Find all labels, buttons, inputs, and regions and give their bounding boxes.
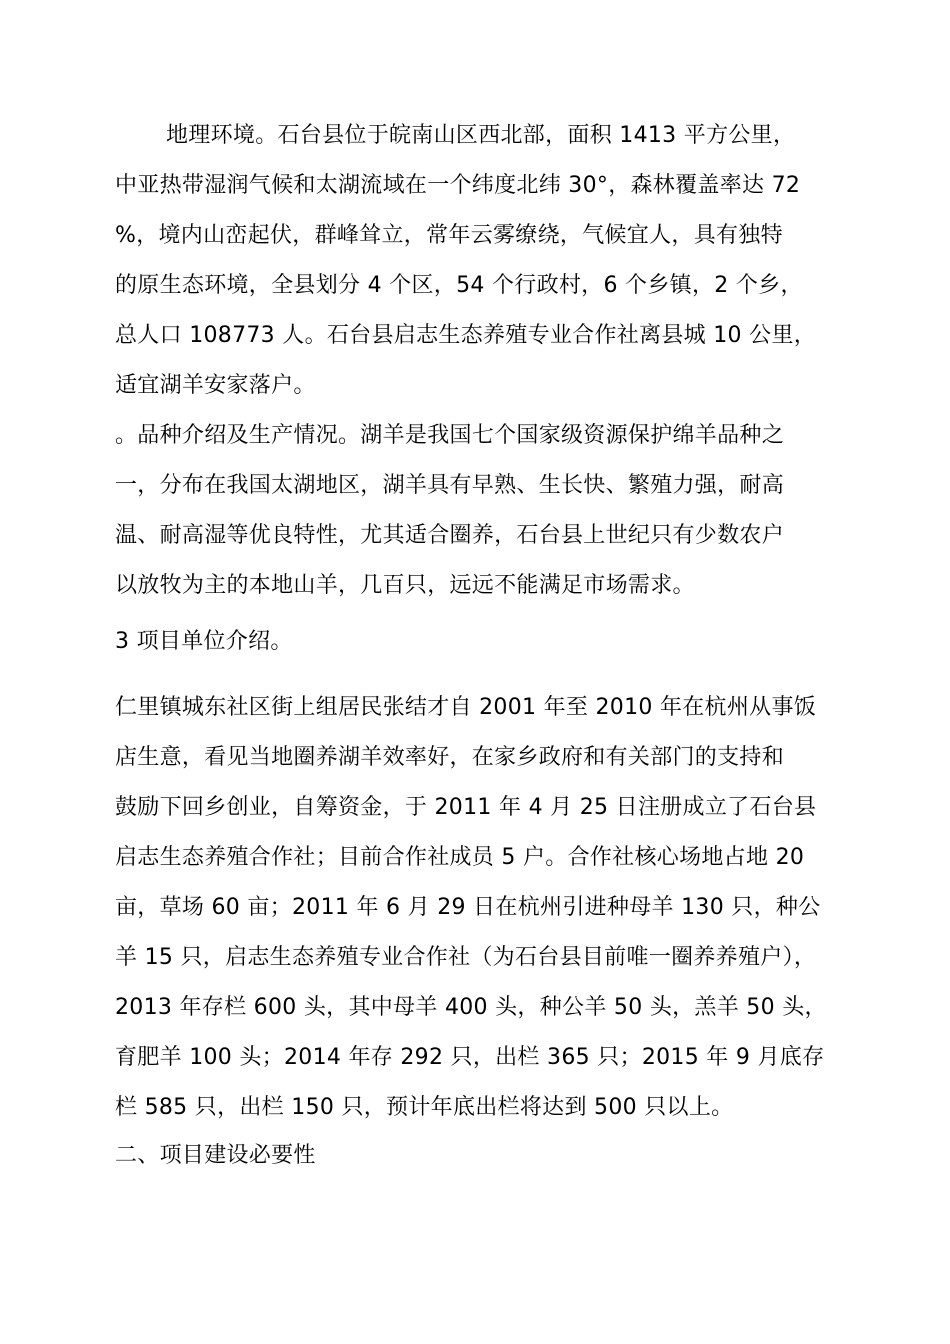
- paragraph-unit-line-2: 店生意，看见当地圈养湖羊效率好，在家乡政府和有关部门的支持和: [115, 745, 785, 770]
- paragraph-unit-line-3: 鼓励下回乡创业，自筹资金，于 2011 年 4 月 25 日注册成立了石台县: [115, 795, 817, 820]
- paragraph-breed-line-3: 温、耐高湿等优良特性，尤其适合圈养，石台县上世纪只有少数农户: [115, 523, 785, 548]
- paragraph-breed-line-4: 以放牧为主的本地山羊，几百只，远远不能满足市场需求。: [115, 573, 695, 598]
- section-heading-necessity: 二、项目建设必要性: [115, 1143, 316, 1168]
- paragraph-geography-line-4: 的原生态环境，全县划分 4 个区，54 个行政村，6 个乡镇，2 个乡，: [115, 273, 803, 298]
- paragraph-unit-line-9: 栏 585 只，出栏 150 只，预计年底出栏将达到 500 只以上。: [115, 1095, 734, 1120]
- paragraph-unit-line-6: 羊 15 只，启志生态养殖专业合作社（为石台县目前唯一圈养养殖户），: [115, 945, 817, 970]
- paragraph-unit-line-4: 启志生态养殖合作社；目前合作社成员 5 户。合作社核心场地占地 20: [115, 845, 805, 870]
- paragraph-geography-line-3: %，境内山峦起伏，群峰耸立，常年云雾缭绕，气候宜人，具有独特: [115, 223, 783, 248]
- paragraph-geography-line-1: 地理环境。石台县位于皖南山区西北部，面积 1413 平方公里，: [166, 123, 796, 148]
- paragraph-unit-line-7: 2013 年存栏 600 头，其中母羊 400 头，种公羊 50 头，羔羊 50 头，: [115, 995, 827, 1020]
- paragraph-unit-line-8: 育肥羊 100 头；2014 年存 292 只，出栏 365 只；2015 年 9 月底存: [115, 1045, 825, 1070]
- paragraph-geography-line-6: 适宜湖羊安家落户。: [115, 373, 316, 398]
- section-heading-project-unit: 3 项目单位介绍。: [115, 629, 293, 654]
- paragraph-breed-line-1: 。品种介绍及生产情况。湖羊是我国七个国家级资源保护绵羊品种之: [115, 423, 785, 448]
- paragraph-unit-line-5: 亩，草场 60 亩；2011 年 6 月 29 日在杭州引进种母羊 130 只，种公: [115, 895, 821, 920]
- paragraph-geography-line-2: 中亚热带湿润气候和太湖流域在一个纬度北纬 30°，森林覆盖率达 72: [115, 173, 801, 198]
- paragraph-unit-line-1: 仁里镇城东社区街上组居民张结才自 2001 年至 2010 年在杭州从事饭: [115, 695, 817, 720]
- paragraph-breed-line-2: 一，分布在我国太湖地区，湖羊具有早熟、生长快、繁殖力强，耐高: [115, 473, 785, 498]
- paragraph-geography-line-5: 总人口 108773 人。石台县启志生态养殖专业合作社离县城 10 公里，: [115, 323, 817, 348]
